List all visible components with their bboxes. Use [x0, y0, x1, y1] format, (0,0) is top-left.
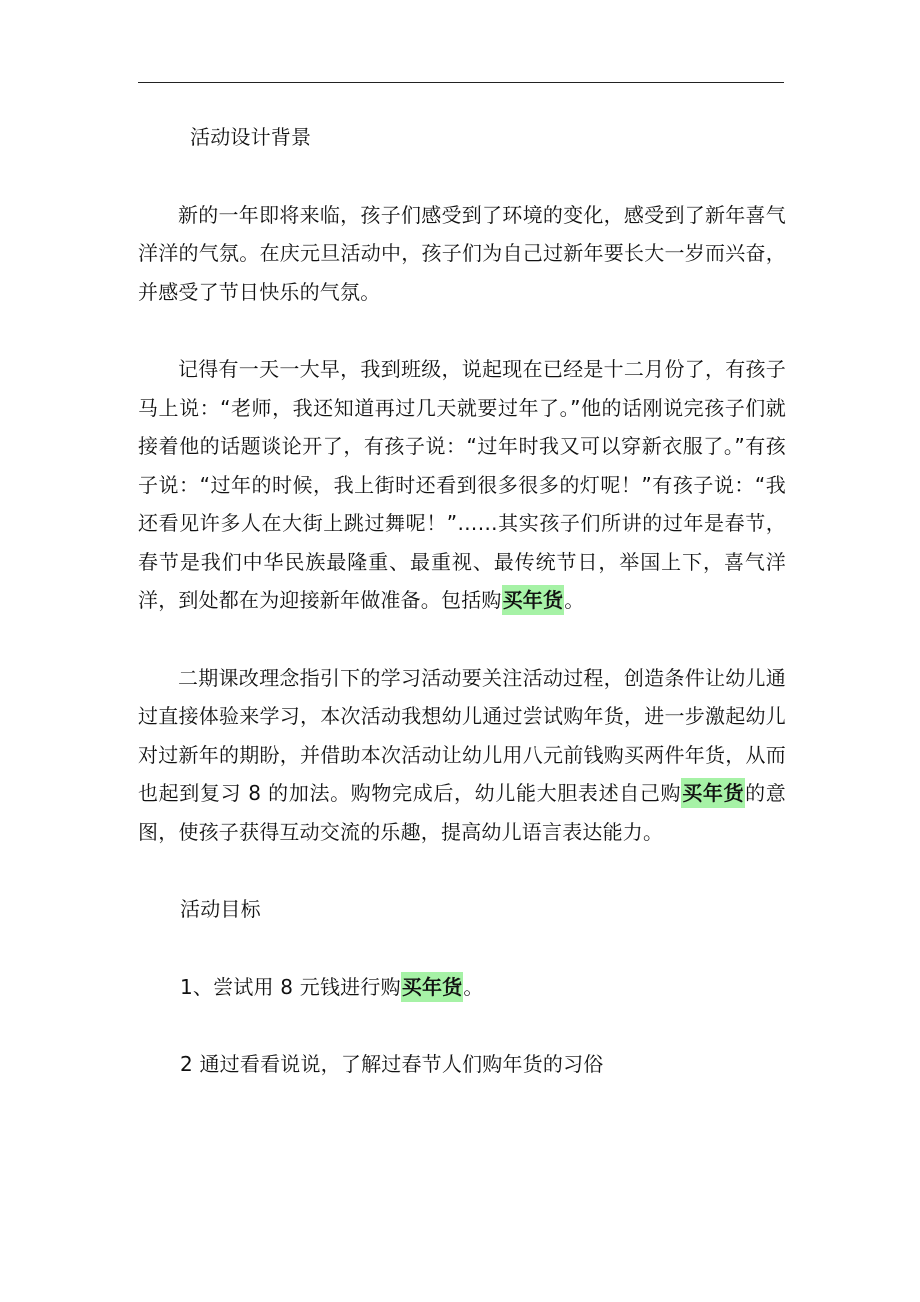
paragraph-2 — [138, 350, 786, 620]
highlighted-keyword: 买年货 — [401, 972, 464, 1002]
paragraph-3-tail: 的意图，使孩子获得互动交流的乐趣，提高幼儿语言表达能力。 — [138, 781, 786, 844]
goal-item-2: 2 通过看看说说，了解过春节人们购年货的习俗 — [180, 1052, 604, 1076]
paragraph-3 — [138, 659, 786, 852]
paragraph-1: 新的一年即将来临，孩子们感受到了环境的变化，感受到了新年喜气洋洋的气氛。在庆元旦活动中，孩子们为自己过新年要长大一岁而兴奋，并感受了节日快乐的气氛。 — [138, 202, 786, 304]
highlighted-keyword: 买年货 — [502, 585, 565, 615]
goal-1-tail: 。 — [463, 974, 484, 999]
goal-item-1 — [138, 968, 786, 1007]
goal-1-text: 1、尝试用 8 元钱进行购 — [180, 974, 401, 999]
paragraph-2-text: 记得有一天一大早，我到班级，说起现在已经是十二月份了，有孩子马上说：“老师，我还知道再过几天就要过年了。”他的话刚说完孩子们就接着他的话题谈论开了，有孩子说：“过年时我又可以穿新衣服了。”有孩子说：“过年的时候，我上街时还看到很多很多的灯呢！”有孩子说：“我还看见许多人在大街上跳过舞呢！”……其实孩子们所讲的过年是春节，春节是我们中华民族最隆重、最重视、最传统节日，举国上下，喜气洋洋，到处都在为迎接新年做准备。包括购 — [138, 357, 786, 612]
section-heading-goals: 活动目标 — [180, 897, 261, 921]
highlighted-keyword: 买年货 — [681, 778, 745, 808]
paragraph-3-text: 二期课改理念指引下的学习活动要关注活动过程，创造条件让幼儿通过直接体验来学习，本次活动我想幼儿通过尝试购年货，进一步激起幼儿对过新年的期盼，并借助本次活动让幼儿用八元前钱购买两件年货，从而也起到复习 8 的加法。购物完成后，幼儿能大胆表述自己购 — [138, 665, 786, 805]
section-heading-background: 活动设计背景 — [190, 125, 312, 149]
paragraph-2-tail: 。 — [564, 588, 585, 612]
header-rule — [138, 82, 784, 83]
document-body — [138, 118, 786, 1123]
